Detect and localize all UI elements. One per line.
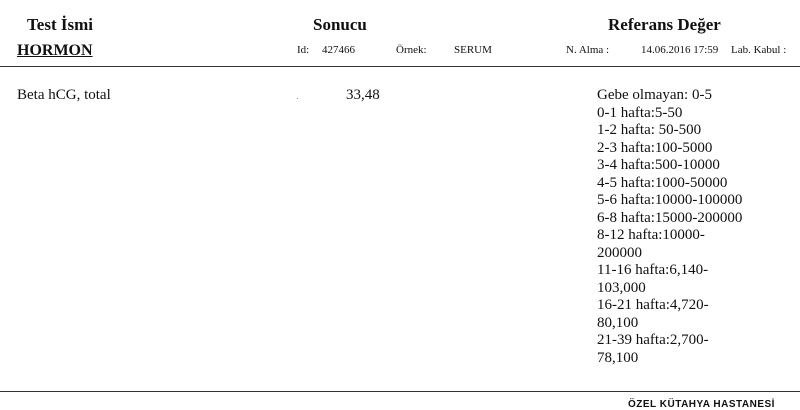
reference-line: 8-12 hafta:10000- — [597, 227, 705, 243]
reference-line: 78,100 — [597, 349, 639, 366]
sample-label: Örnek: — [396, 44, 427, 56]
reference-line: 0-1 hafta:5-50 — [597, 104, 683, 121]
reference-line: 16-21 hafta:4,720- — [597, 297, 709, 313]
reference-line: Gebe olmayan: 0-5 — [597, 87, 712, 103]
id-value: 427466 — [322, 44, 355, 56]
reference-line: 2-3 hafta:100-5000 — [597, 139, 713, 156]
reference-line: 21-39 hafta:2,700- — [597, 332, 709, 348]
reference-line: 200000 — [597, 244, 642, 261]
test-name: Beta hCG, total — [17, 87, 111, 103]
lab-accept-label: Lab. Kabul : — [731, 44, 787, 56]
faint-dot — [297, 98, 298, 99]
draw-date-value: 14.06.2016 17:59 — [641, 44, 719, 56]
reference-line: 103,000 — [597, 279, 646, 296]
section-divider — [0, 66, 800, 67]
column-header-result: Sonucu — [313, 15, 367, 34]
sample-value: SERUM — [454, 44, 492, 56]
reference-line: 3-4 hafta:500-10000 — [597, 157, 720, 173]
reference-line: 1-2 hafta: 50-500 — [597, 122, 702, 138]
section-title: HORMON — [17, 42, 93, 59]
reference-ranges — [597, 87, 742, 367]
footer-hospital-name: ÖZEL KÜTAHYA HASTANESİ — [628, 399, 775, 410]
draw-date-label: N. Alma : — [566, 44, 610, 56]
bottom-divider — [0, 391, 800, 392]
test-result-value: 33,48 — [346, 87, 380, 103]
id-label: Id: — [297, 44, 310, 56]
reference-line: 6-8 hafta:15000-200000 — [597, 209, 743, 226]
reference-line: 80,100 — [597, 314, 639, 331]
column-header-reference: Referans Değer — [608, 15, 721, 34]
reference-line: 5-6 hafta:10000-100000 — [597, 192, 743, 208]
reference-line: 4-5 hafta:1000-50000 — [597, 174, 728, 191]
column-header-test-name: Test İsmi — [27, 15, 93, 34]
reference-line: 11-16 hafta:6,140- — [597, 262, 709, 278]
